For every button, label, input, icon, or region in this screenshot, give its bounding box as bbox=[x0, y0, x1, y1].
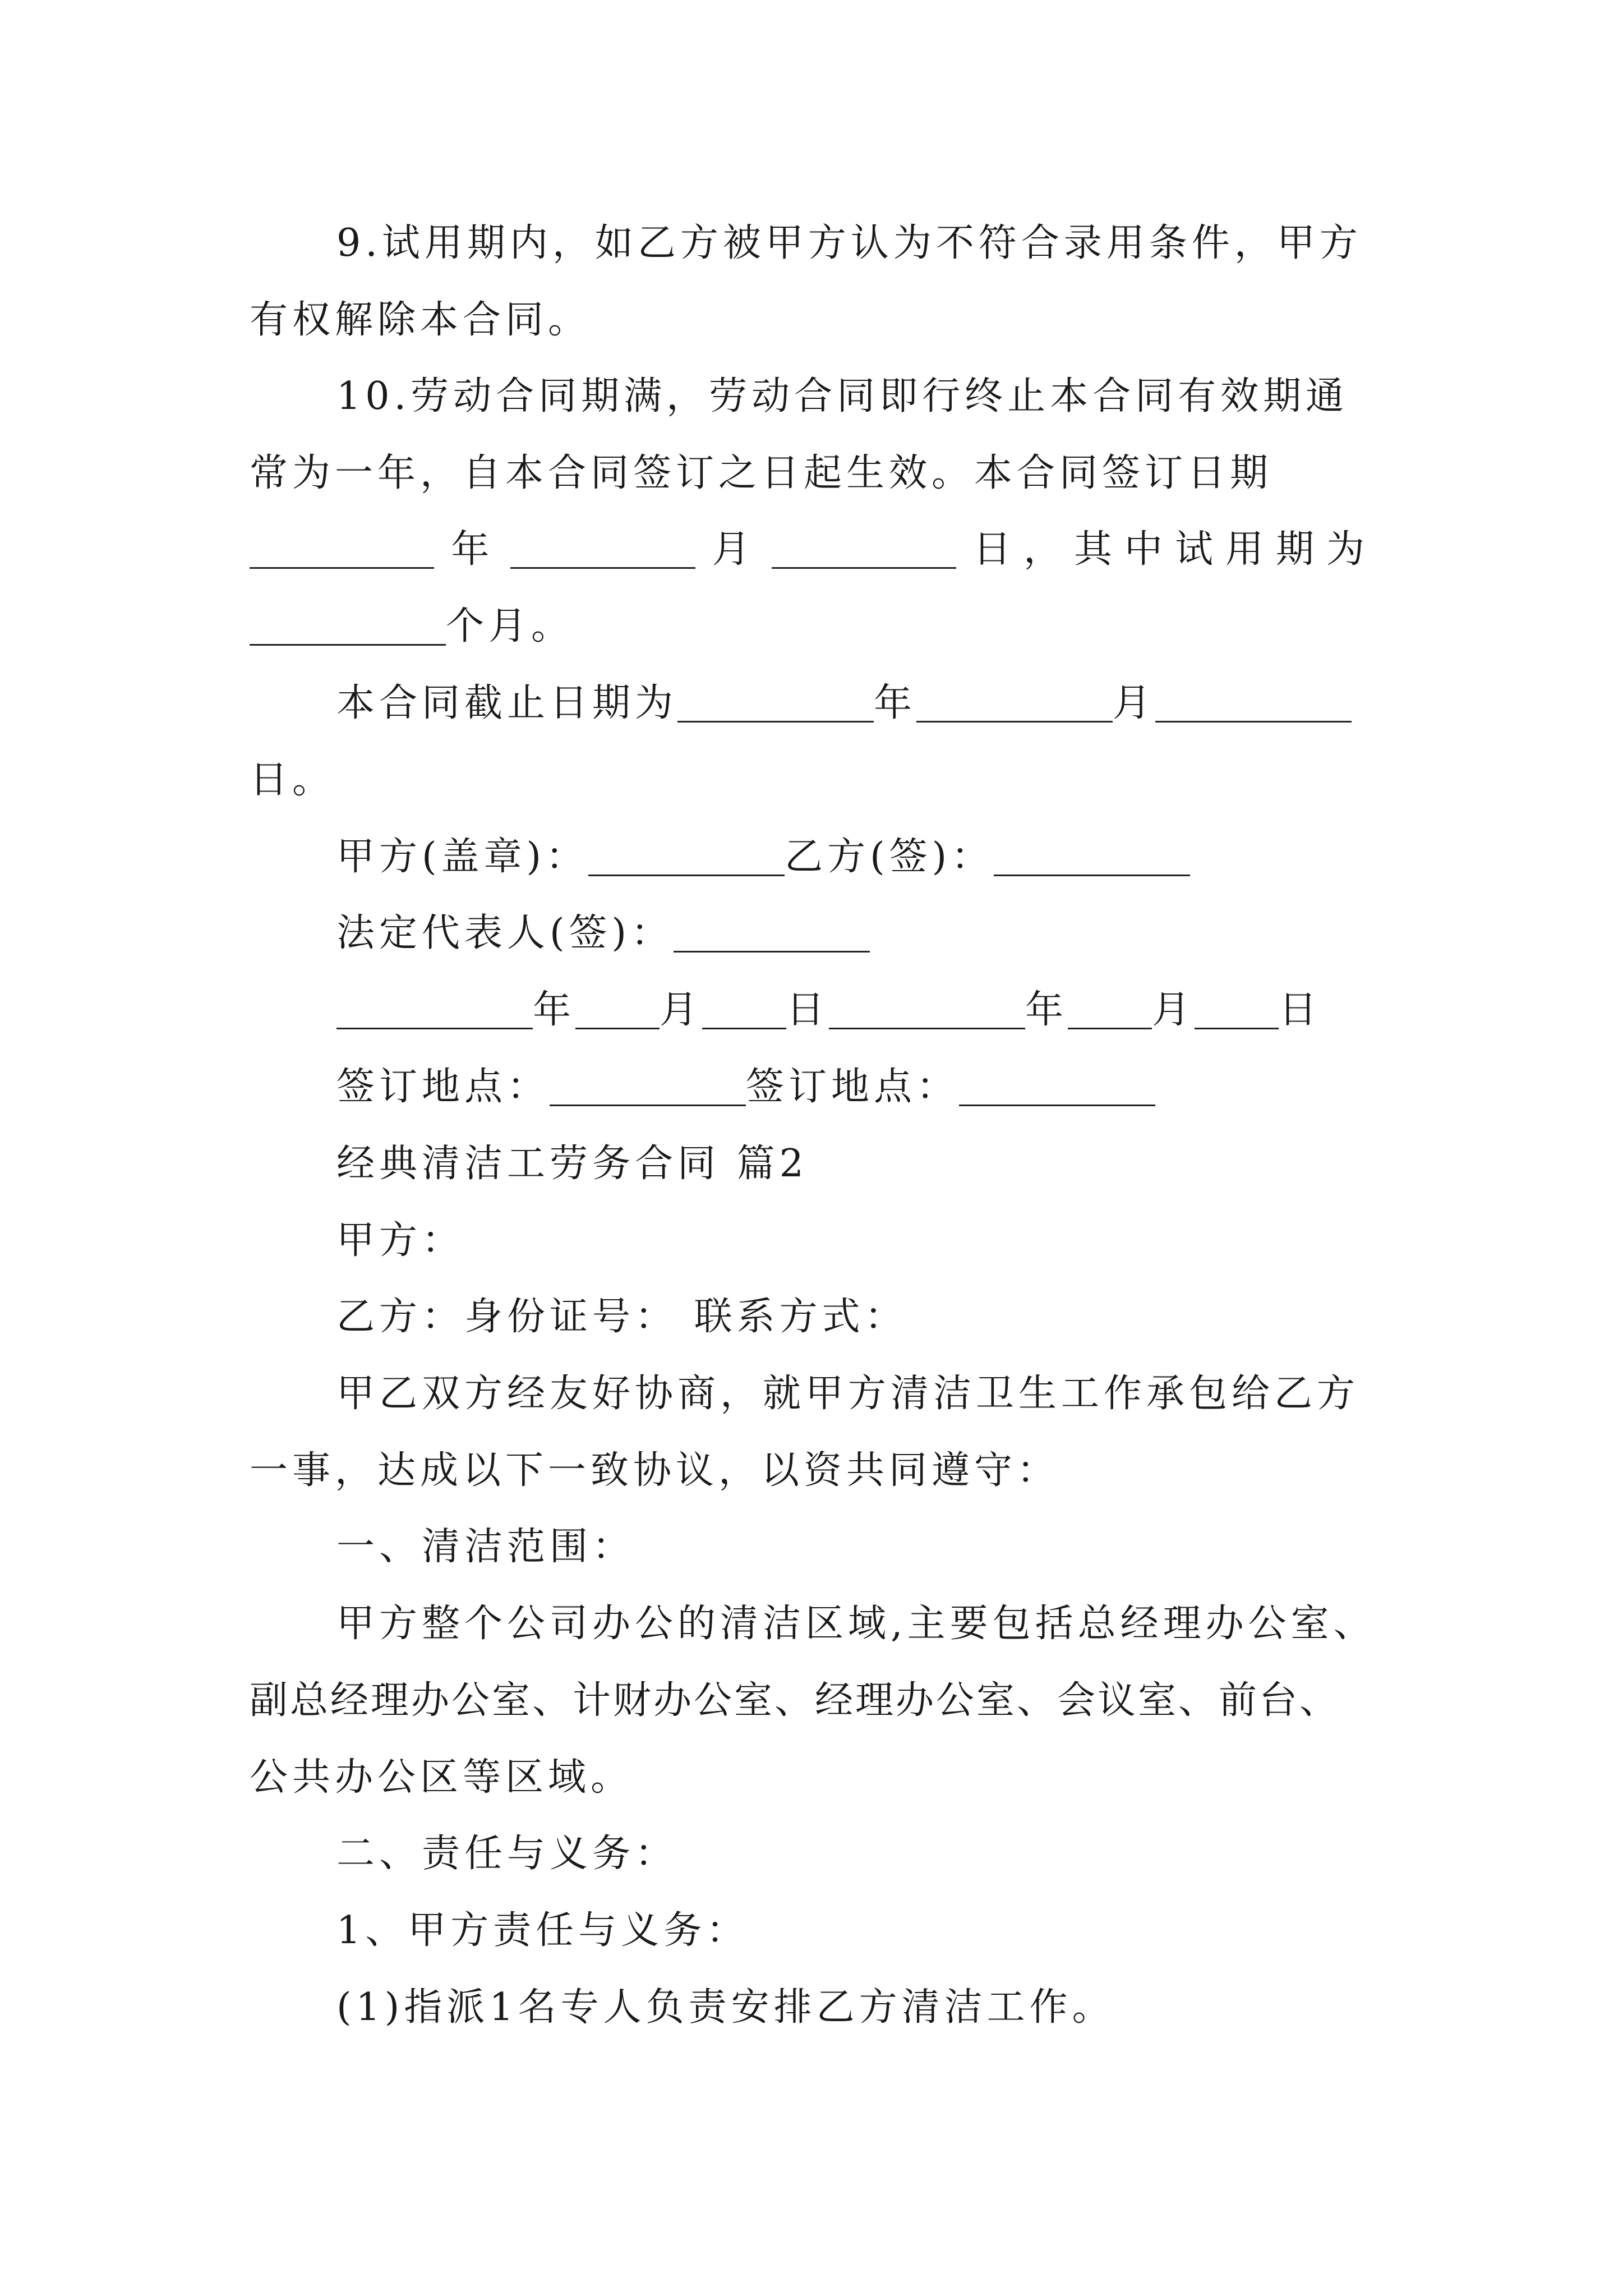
blank-line bbox=[550, 1070, 746, 1106]
trial-period-label: 日，其中试用期为 bbox=[972, 527, 1377, 572]
scope-line3: 公共办公区等区域。 bbox=[250, 1755, 634, 1800]
year-label: 年 bbox=[1025, 988, 1068, 1032]
legal-rep-line bbox=[336, 911, 1464, 955]
sign-place-label: 签订地点： bbox=[336, 1065, 550, 1109]
blank-line bbox=[677, 686, 874, 723]
scope-line2: 副总经理办公室、计财办公室、经理办公室、会议室、前台、 bbox=[250, 1678, 1340, 1723]
day-label: 日 bbox=[786, 988, 829, 1032]
months-label: 个月。 bbox=[446, 604, 574, 648]
blank-line bbox=[1155, 686, 1352, 723]
end-date-line bbox=[336, 681, 1377, 725]
intro-line2: 一事，达成以下一致协议，以资共同遵守： bbox=[250, 1448, 1060, 1493]
item10-months-line bbox=[250, 604, 1377, 648]
blank-line bbox=[575, 993, 660, 1029]
month-label: 月 bbox=[1152, 988, 1195, 1032]
duty-a-title: 1、甲方责任与义务： bbox=[336, 1908, 749, 1953]
blank-line bbox=[250, 609, 446, 646]
month-label: 月 bbox=[712, 527, 755, 572]
scope-line1: 甲方整个公司办公的清洁区域,主要包括总经理办公室、 bbox=[336, 1602, 1376, 1646]
year-label: 年 bbox=[451, 527, 494, 572]
blank-line bbox=[336, 993, 533, 1029]
item10-line1: 10.劳动合同期满，劳动合同即行终止本合同有效期通 bbox=[336, 374, 1349, 418]
signature-line bbox=[336, 835, 1464, 879]
blank-line bbox=[510, 532, 695, 569]
party-a-seal-label: 甲方(盖章)： bbox=[336, 835, 589, 879]
blank-line bbox=[674, 916, 870, 953]
item9-line1: 9.试用期内，如乙方被甲方认为不符合录用条件，甲方 bbox=[336, 221, 1362, 265]
month-label: 月 bbox=[660, 988, 703, 1032]
party-b-sign-label: 乙方(签)： bbox=[785, 835, 994, 879]
party-b-line: 乙方：身份证号： 联系方式： bbox=[336, 1295, 907, 1339]
intro-line1: 甲乙双方经友好协商，就甲方清洁卫生工作承包给乙方 bbox=[336, 1372, 1360, 1416]
month-label: 月 bbox=[1113, 681, 1156, 725]
sign-place-line bbox=[336, 1065, 1464, 1109]
blank-line bbox=[702, 993, 786, 1029]
duty-title: 二、责任与义务： bbox=[336, 1832, 678, 1876]
year-label: 年 bbox=[533, 988, 576, 1032]
end-date-prefix: 本合同截止日期为 bbox=[336, 681, 678, 725]
item9-line2: 有权解除本合同。 bbox=[250, 298, 591, 342]
blank-line bbox=[772, 532, 956, 569]
party-a-line: 甲方： bbox=[336, 1218, 465, 1263]
duty-a-item1: (1)指派1名专人负责安排乙方清洁工作。 bbox=[336, 1985, 1115, 2030]
blank-line bbox=[994, 840, 1190, 876]
blank-line bbox=[588, 840, 785, 876]
scope-title: 一、清洁范围： bbox=[336, 1525, 635, 1569]
legal-rep-label: 法定代表人(签)： bbox=[336, 911, 674, 955]
end-date-day: 日。 bbox=[250, 758, 335, 802]
item10-line2: 常为一年，自本合同签订之日起生效。本合同签订日期 bbox=[250, 451, 1273, 495]
sign-place-label: 签订地点： bbox=[746, 1065, 960, 1109]
sign-date-line bbox=[336, 988, 1464, 1032]
year-label: 年 bbox=[874, 681, 917, 725]
blank-line bbox=[250, 532, 434, 569]
blank-line bbox=[829, 993, 1025, 1029]
day-label: 日 bbox=[1279, 988, 1322, 1032]
blank-line bbox=[1195, 993, 1279, 1029]
blank-line bbox=[959, 1070, 1155, 1106]
blank-line bbox=[1068, 993, 1152, 1029]
item10-date-line bbox=[250, 527, 1377, 572]
section2-title: 经典清洁工劳务合同 篇2 bbox=[336, 1142, 808, 1186]
blank-line bbox=[916, 686, 1113, 723]
